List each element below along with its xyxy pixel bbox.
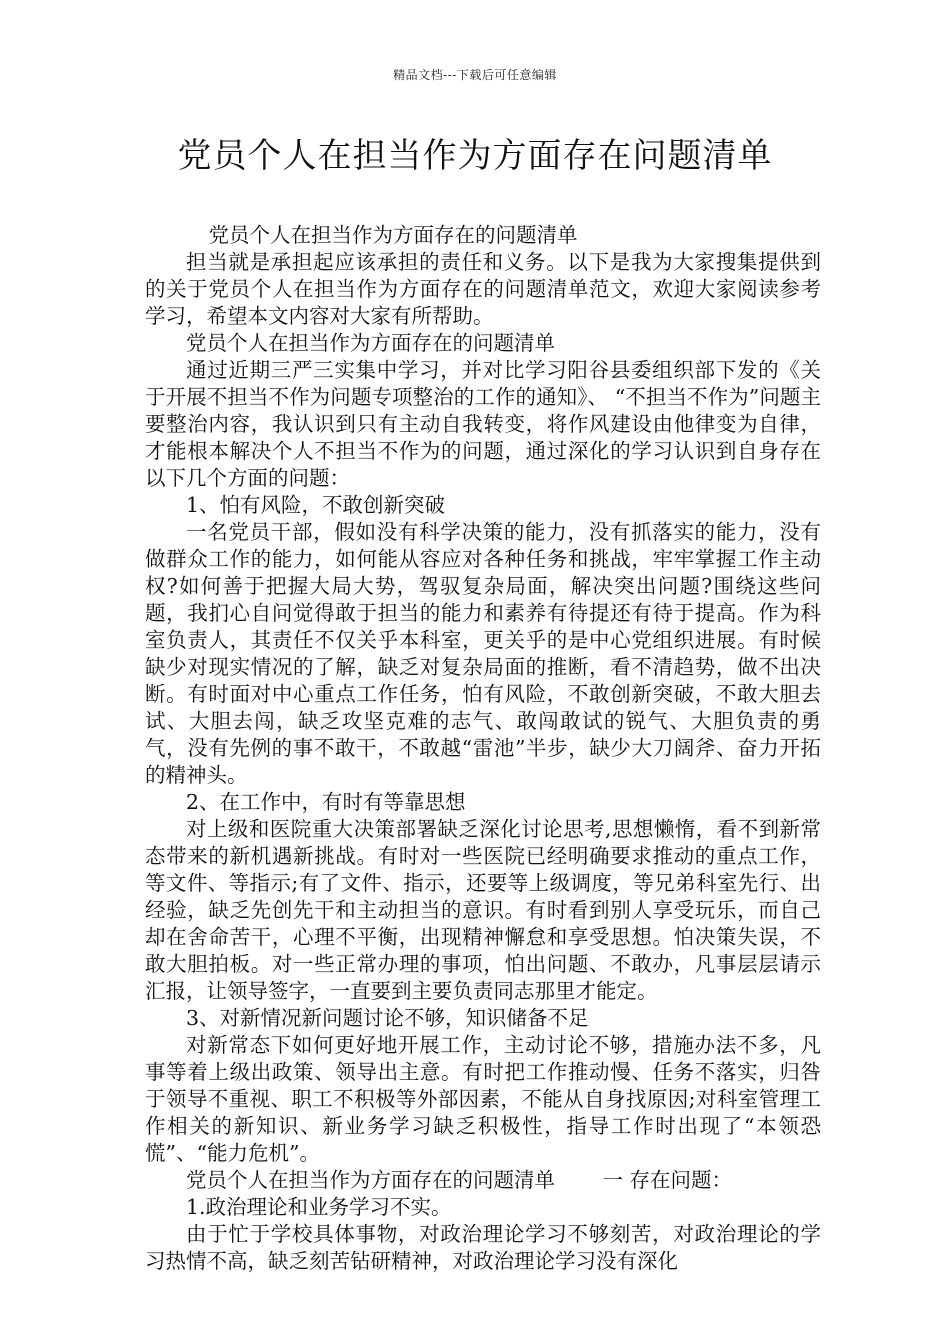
paragraph-body: 一名党员干部，假如没有科学决策的能力，没有抓落实的能力，没有做群众工作的能力，如何能从容应对各种任务和挑战，牢牢掌握工作主动权?如何善于把握大局大势，驾驭复杂局面，解决突出问题?围绕这些问题，我扪心自问觉得敢于担当的能力和素养有待提还有待于提高。作为科室负责人，其责任不仅关乎本科室，更关乎的是中心党组织进展。有时候缺少对现实情况的了解，缺乏对复杂局面的推断，看不清趋势，做不出决断。有时面对中心重点工作任务，怕有风险，不敢创新突破，不敢大胆去试、大胆去闯，缺乏攻坚克难的志气、敢闯敢试的锐气、大胆负责的勇气，没有先例的事不敢干，不敢越“雷池”半步，缺少大刀阔斧、奋力开拓的精神头。 <box>145 520 821 787</box>
paragraph-subheading: 党员个人在担当作为方面存在的问题清单 一 存在问题： <box>186 1168 733 1192</box>
paragraph-body: 由于忙于学校具体事物，对政治理论学习不够刻苦，对政治理论的学习热情不高，缺乏刻苦钻研精神，对政治理论学习没有深化 <box>145 1222 821 1273</box>
section-heading-3: 3、对新情况新问题讨论不够，知识储备不足 <box>186 1006 589 1030</box>
section-heading-2: 2、在工作中，有时有等靠思想 <box>186 790 466 814</box>
document-body <box>145 222 821 1275</box>
document-title: 党员个人在担当作为方面存在问题清单 <box>177 136 773 176</box>
header-note: 精品文档---下载后可任意编辑 <box>393 68 557 82</box>
paragraph-body: 通过近期三严三实集中学习，并对比学习阳谷县委组织部下发的《关于开展不担当不作为问题专项整治的工作的通知》、 “不担当不作为”问题主要整治内容，我认识到只有主动自我转变，将作风建设由他律变为自律，才能根本解决个人不担当不作为的问题，通过深化的学习认识到自身存在以下几个方面的问题： <box>145 358 821 490</box>
paragraph-intro: 担当就是承担起应该承担的责任和义务。以下是我为大家搜集提供到的关于党员个人在担当作为方面存在的问题清单范文，欢迎大家阅读参考学习，希望本文内容对大家有所帮助。 <box>145 250 821 328</box>
paragraph-body: 对新常态下如何更好地开展工作，主动讨论不够，措施办法不多，凡事等着上级出政策、领导出主意。有时把工作推动慢、任务不落实，归咎于领导不重视、职工不积极等外部因素，不能从自身找原因;对科室管理工作相关的新知识、新业务学习缺乏积极性，指导工作时出现了“本领恐慌”、“能力危机”。 <box>145 1033 821 1165</box>
paragraph-subheading: 党员个人在担当作为方面存在的问题清单 <box>208 223 578 247</box>
section-heading-1: 1、怕有风险，不敢创新突破 <box>186 493 446 517</box>
paragraph-body: 对上级和医院重大决策部署缺乏深化讨论思考,思想懒惰，看不到新常态带来的新机遇新挑战。有时对一些医院已经明确要求推动的重点工作，等文件、等指示;有了文件、指示，还要等上级调度，等兄弟科室先行、出经验，缺乏先创先干和主动担当的意识。有时看到别人享受玩乐，而自己却在舍命苦干，心理不平衡，出现精神懈怠和享受思想。怕决策失误，不敢大胆拍板。对一些正常办理的事项，怕出问题、不敢办，凡事层层请示汇报，让领导签字，一直要到主要负责同志那里才能定。 <box>145 817 821 1003</box>
paragraph-subheading: 党员个人在担当作为方面存在的问题清单 <box>186 331 555 355</box>
list-item-heading: 1.政治理论和业务学习不实。 <box>186 1195 452 1219</box>
